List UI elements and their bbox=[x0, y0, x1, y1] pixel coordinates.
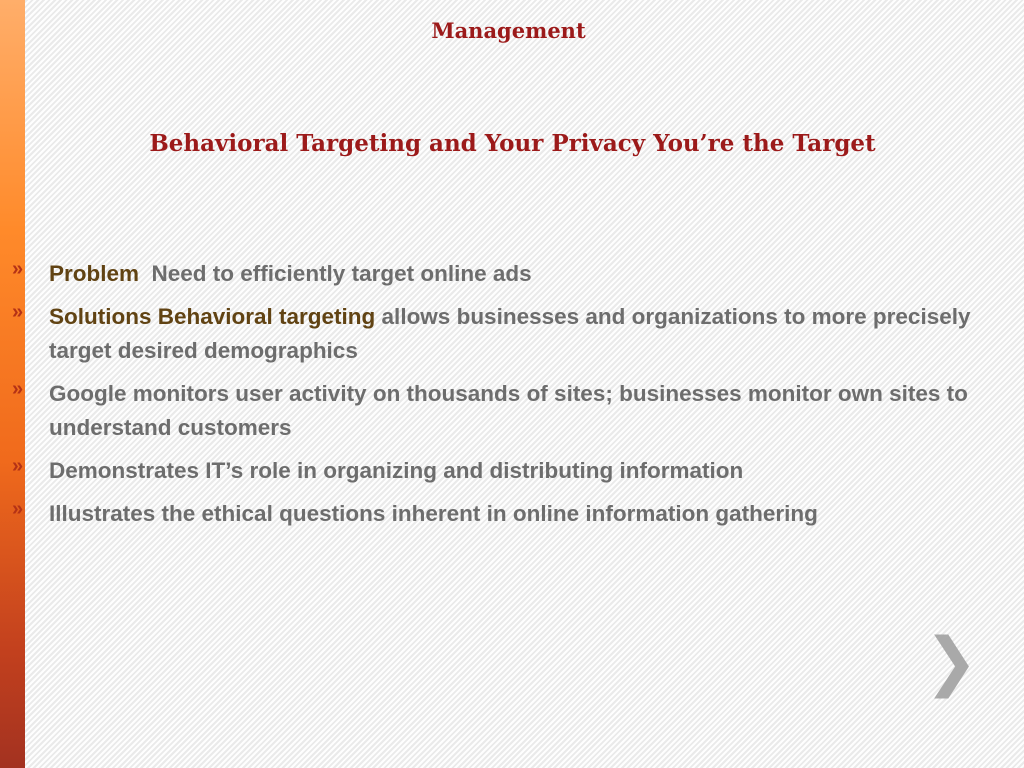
bullet-marker-icon: » bbox=[12, 301, 24, 323]
bullet-lead-text: Solutions Behavioral targeting bbox=[49, 304, 376, 329]
bullet-body-text: Google monitors user activity on thousands of sites; businesses monitor own sites to understand customers bbox=[49, 381, 968, 440]
bullet-body-text: allows businesses and organizations to more precisely target desired demographics bbox=[49, 304, 971, 363]
bullet-marker-icon: » bbox=[12, 455, 24, 477]
bullet-item-google bbox=[12, 377, 972, 445]
bullet-item-ethics bbox=[12, 497, 972, 531]
bullet-body-text: Demonstrates IT’s role in organizing and distributing information bbox=[49, 458, 744, 483]
slide-title: Behavioral Targeting and Your Privacy You’re the Target bbox=[149, 130, 876, 157]
bullet-item-solutions bbox=[12, 300, 972, 368]
bullet-marker-icon: » bbox=[12, 258, 24, 280]
bullet-marker-icon: » bbox=[12, 498, 24, 520]
chevron-right-icon[interactable]: ❯ bbox=[924, 625, 978, 699]
bullet-body-text: Illustrates the ethical questions inherent in online information gathering bbox=[49, 501, 818, 526]
bullet-body-text: Need to efficiently target online ads bbox=[139, 261, 532, 286]
bullet-item-problem bbox=[12, 257, 972, 291]
bullet-lead-text: Problem bbox=[49, 261, 140, 286]
bullet-marker-icon: » bbox=[12, 378, 24, 400]
header-title: Management bbox=[431, 18, 586, 43]
bullet-item-it-role bbox=[12, 454, 972, 488]
bullet-list bbox=[12, 257, 972, 540]
